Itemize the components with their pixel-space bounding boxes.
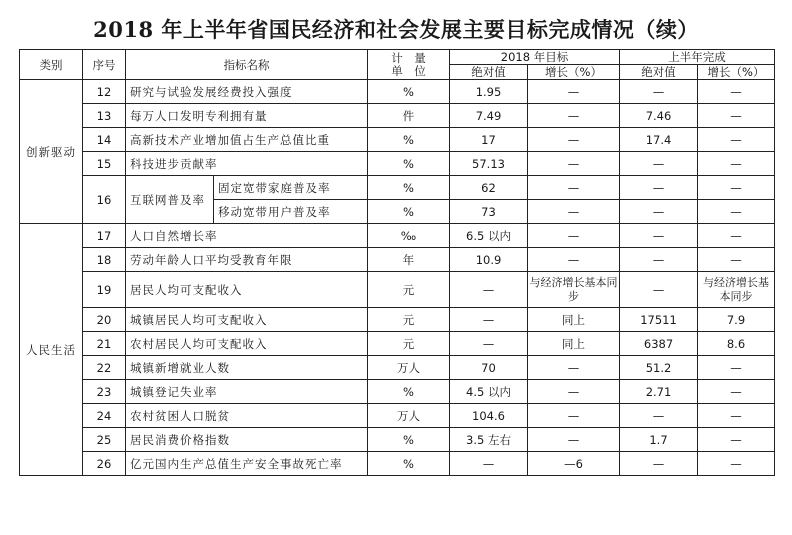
cell-seq: 18 — [83, 248, 126, 272]
cell-indicator: 科技进步贡献率 — [126, 152, 368, 176]
cell-done-absolute: 1.7 — [620, 428, 698, 452]
cell-target-absolute: — — [450, 308, 528, 332]
cell-target-growth: — — [528, 428, 620, 452]
cell-unit: 元 — [368, 308, 450, 332]
cell-seq: 22 — [83, 356, 126, 380]
table-row — [20, 152, 775, 176]
cell-done-growth: — — [698, 356, 775, 380]
cell-indicator: 劳动年龄人口平均受教育年限 — [126, 248, 368, 272]
table-row — [20, 248, 775, 272]
cell-target-growth: — — [528, 380, 620, 404]
cell-target-absolute: 73 — [450, 200, 528, 224]
table-row — [20, 272, 775, 308]
cell-unit: 件 — [368, 104, 450, 128]
cell-done-absolute: 7.46 — [620, 104, 698, 128]
cell-done-growth: — — [698, 452, 775, 476]
cell-target-growth: — — [528, 248, 620, 272]
cell-unit: % — [368, 428, 450, 452]
cell-seq: 21 — [83, 332, 126, 356]
cell-target-absolute: — — [450, 452, 528, 476]
cell-done-growth: — — [698, 428, 775, 452]
cell-done-absolute: 17.4 — [620, 128, 698, 152]
table-row — [20, 104, 775, 128]
cell-done-growth: — — [698, 404, 775, 428]
header-unit — [368, 50, 450, 80]
cell-done-growth: — — [698, 104, 775, 128]
header-done-group: 上半年完成 — [620, 50, 775, 65]
cell-indicator: 城镇新增就业人数 — [126, 356, 368, 380]
cell-target-absolute: 104.6 — [450, 404, 528, 428]
cell-done-growth: — — [698, 80, 775, 104]
cell-done-absolute: — — [620, 452, 698, 476]
cell-target-growth: 同上 — [528, 308, 620, 332]
cell-indicator: 城镇登记失业率 — [126, 380, 368, 404]
document-title: 2018 年上半年省国民经济和社会发展主要目标完成情况（续） — [93, 17, 699, 42]
cell-seq: 26 — [83, 452, 126, 476]
cell-target-absolute: 10.9 — [450, 248, 528, 272]
header-target-absolute: 绝对值 — [450, 65, 528, 80]
cell-done-absolute: 17511 — [620, 308, 698, 332]
cell-seq: 14 — [83, 128, 126, 152]
cell-target-growth: — — [528, 104, 620, 128]
cell-done-absolute: — — [620, 224, 698, 248]
header-unit-line2: 单 位 — [391, 63, 426, 78]
cell-seq: 23 — [83, 380, 126, 404]
cell-done-growth: — — [698, 152, 775, 176]
cell-done-growth: — — [698, 128, 775, 152]
category-innovation: 创新驱动 — [20, 80, 83, 224]
cell-target-growth: 同上 — [528, 332, 620, 356]
cell-indicator: 固定宽带家庭普及率 — [214, 176, 368, 200]
cell-done-absolute: 6387 — [620, 332, 698, 356]
table-row — [20, 404, 775, 428]
cell-done-absolute: — — [620, 176, 698, 200]
cell-done-growth: 7.9 — [698, 308, 775, 332]
cell-target-growth: — — [528, 80, 620, 104]
cell-done-growth: — — [698, 176, 775, 200]
cell-done-absolute: — — [620, 272, 698, 308]
cell-indicator: 人口自然增长率 — [126, 224, 368, 248]
cell-unit: 元 — [368, 332, 450, 356]
table-row — [20, 356, 775, 380]
cell-done-growth: — — [698, 224, 775, 248]
cell-done-growth: — — [698, 200, 775, 224]
cell-done-growth: — — [698, 380, 775, 404]
cell-done-absolute: — — [620, 80, 698, 104]
cell-unit: % — [368, 128, 450, 152]
cell-done-absolute: — — [620, 248, 698, 272]
cell-target-growth: — — [528, 224, 620, 248]
cell-unit: ‰ — [368, 224, 450, 248]
header-seq: 序号 — [83, 50, 126, 80]
cell-target-growth: — — [528, 176, 620, 200]
cell-seq: 16 — [83, 176, 126, 224]
table-row — [20, 128, 775, 152]
cell-target-absolute: — — [450, 272, 528, 308]
cell-indicator: 每万人口发明专利拥有量 — [126, 104, 368, 128]
cell-done-absolute: — — [620, 404, 698, 428]
header-done-absolute: 绝对值 — [620, 65, 698, 80]
cell-target-absolute: 62 — [450, 176, 528, 200]
cell-unit: % — [368, 80, 450, 104]
cell-unit: % — [368, 452, 450, 476]
cell-target-absolute: 4.5 以内 — [450, 380, 528, 404]
cell-target-growth: — — [528, 152, 620, 176]
cell-target-absolute: 6.5 以内 — [450, 224, 528, 248]
table-row — [20, 176, 775, 200]
cell-indicator: 移动宽带用户普及率 — [214, 200, 368, 224]
cell-done-growth: 与经济增长基本同步 — [698, 272, 775, 308]
cell-target-absolute: — — [450, 332, 528, 356]
cell-target-absolute: 17 — [450, 128, 528, 152]
cell-target-growth: — — [528, 200, 620, 224]
header-target-growth: 增长（%） — [528, 65, 620, 80]
cell-seq: 20 — [83, 308, 126, 332]
cell-target-growth: —6 — [528, 452, 620, 476]
cell-done-absolute: 2.71 — [620, 380, 698, 404]
cell-target-growth: — — [528, 356, 620, 380]
cell-target-growth: — — [528, 128, 620, 152]
cell-indicator: 农村居民人均可支配收入 — [126, 332, 368, 356]
header-category: 类别 — [20, 50, 83, 80]
cell-done-growth: 8.6 — [698, 332, 775, 356]
header-target-group: 2018 年目标 — [450, 50, 620, 65]
table-row — [20, 428, 775, 452]
indicator-table — [19, 49, 775, 476]
cell-seq: 19 — [83, 272, 126, 308]
cell-indicator-group: 互联网普及率 — [126, 176, 214, 224]
table-row — [20, 452, 775, 476]
table-row — [20, 308, 775, 332]
cell-target-growth: 与经济增长基本同步 — [528, 272, 620, 308]
cell-seq: 25 — [83, 428, 126, 452]
cell-unit: 元 — [368, 272, 450, 308]
cell-unit: 万人 — [368, 404, 450, 428]
header-indicator: 指标名称 — [126, 50, 368, 80]
cell-unit: 年 — [368, 248, 450, 272]
cell-indicator: 居民消费价格指数 — [126, 428, 368, 452]
cell-indicator: 农村贫困人口脱贫 — [126, 404, 368, 428]
cell-done-absolute: — — [620, 200, 698, 224]
cell-indicator: 研究与试验发展经费投入强度 — [126, 80, 368, 104]
cell-seq: 12 — [83, 80, 126, 104]
cell-seq: 15 — [83, 152, 126, 176]
cell-seq: 24 — [83, 404, 126, 428]
category-livelihood: 人民生活 — [20, 224, 83, 476]
cell-target-absolute: 7.49 — [450, 104, 528, 128]
cell-indicator: 高新技术产业增加值占生产总值比重 — [126, 128, 368, 152]
cell-indicator: 城镇居民人均可支配收入 — [126, 308, 368, 332]
cell-seq: 17 — [83, 224, 126, 248]
table-row — [20, 224, 775, 248]
cell-unit: % — [368, 152, 450, 176]
cell-target-absolute: 70 — [450, 356, 528, 380]
cell-target-absolute: 3.5 左右 — [450, 428, 528, 452]
cell-target-absolute: 57.13 — [450, 152, 528, 176]
header-row-1 — [20, 50, 775, 65]
header-done-growth: 增长（%） — [698, 65, 775, 80]
cell-indicator: 居民人均可支配收入 — [126, 272, 368, 308]
table-row — [20, 80, 775, 104]
cell-done-absolute: — — [620, 152, 698, 176]
table-row — [20, 380, 775, 404]
cell-unit: % — [368, 200, 450, 224]
cell-unit: % — [368, 176, 450, 200]
header-unit-line1: 计 量 — [391, 50, 426, 65]
cell-done-absolute: 51.2 — [620, 356, 698, 380]
table-row — [20, 332, 775, 356]
cell-seq: 13 — [83, 104, 126, 128]
cell-target-absolute: 1.95 — [450, 80, 528, 104]
cell-done-growth: — — [698, 248, 775, 272]
cell-target-growth: — — [528, 404, 620, 428]
cell-unit: % — [368, 380, 450, 404]
cell-unit: 万人 — [368, 356, 450, 380]
cell-indicator: 亿元国内生产总值生产安全事故死亡率 — [126, 452, 368, 476]
